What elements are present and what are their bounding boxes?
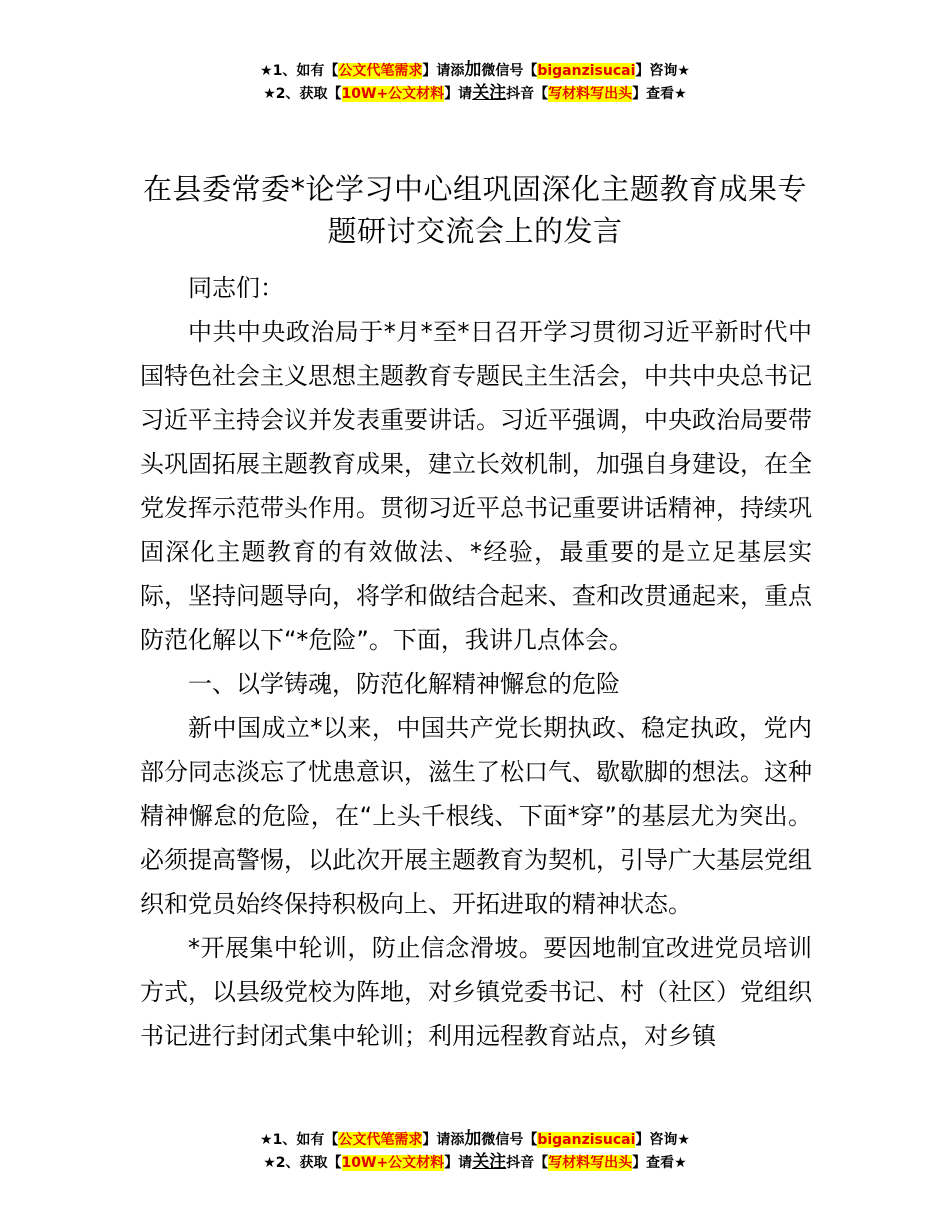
banner-text: 抖音【 (506, 1155, 549, 1171)
banner-text: 】请添 (422, 63, 465, 79)
banner-text: 】咨询★ (635, 1132, 690, 1148)
banner-text: ★1、如有【 (260, 63, 339, 79)
banner-highlight: 公文代笔需求 (338, 63, 423, 79)
banner-text: 】查看★ (632, 86, 687, 102)
footer-banner (0, 1128, 950, 1174)
banner-line-1 (0, 1128, 950, 1151)
banner-text: 】请 (444, 1155, 473, 1171)
banner-text: 】请添 (422, 1132, 465, 1148)
banner-line-2 (0, 1151, 950, 1174)
banner-highlight: 10W+公文材料 (341, 1155, 445, 1171)
banner-line-1 (0, 59, 950, 82)
banner-text: 】查看★ (632, 1155, 687, 1171)
banner-line-2 (0, 82, 950, 105)
banner-text: 关注 (472, 83, 507, 103)
banner-text: 关注 (472, 1152, 507, 1172)
header-banner (0, 59, 950, 105)
banner-text: ★2、获取【 (263, 86, 342, 102)
banner-text: 加 (464, 60, 482, 80)
banner-text: 微信号【 (481, 1132, 538, 1148)
banner-text: 】咨询★ (635, 63, 690, 79)
banner-text: 抖音【 (506, 86, 549, 102)
banner-highlight: 写材料写出头 (548, 86, 633, 102)
banner-text: ★1、如有【 (260, 1132, 339, 1148)
banner-highlight: 公文代笔需求 (338, 1132, 423, 1148)
banner-highlight: 10W+公文材料 (341, 86, 445, 102)
banner-text: 】请 (444, 86, 473, 102)
banner-wechat-id: biganzisucai (537, 1132, 636, 1148)
banner-text: 加 (464, 1129, 482, 1149)
section-heading: 一、以学铸魂，防范化解精神懈怠的危险 (188, 670, 620, 698)
document-title: 在县委常委*论学习中心组巩固深化主题教育成果专题研讨交流会上的发言 (142, 172, 807, 248)
banner-text: 微信号【 (481, 63, 538, 79)
banner-highlight: 写材料写出头 (548, 1155, 633, 1171)
banner-wechat-id: biganzisucai (537, 63, 636, 79)
paragraph: 新中国成立*以来，中国共产党长期执政、稳定执政，党内部分同志淡忘了忧患意识，滋生了松口气、歇歇脚的想法。这种精神懈怠的危险，在“上头千根线、下面*穿”的基层尤为突出。必须提高警惕，以此次开展主题教育为契机，引导广大基层党组织和党员始终保持积极向上、开拓进取的精神状态。 (140, 714, 812, 918)
document-body (140, 266, 812, 1058)
salutation: 同志们： (188, 274, 284, 302)
paragraph: 中共中央政治局于*月*至*日召开学习贯彻习近平新时代中国特色社会主义思想主题教育专题民主生活会，中共中央总书记习近平主持会议并发表重要讲话。习近平强调，中央政治局要带头巩固拓展主题教育成果，建立长效机制，加强自身建设，在全党发挥示范带头作用。贯彻习近平总书记重要讲话精神，持续巩固深化主题教育的有效做法、*经验，最重要的是立足基层实际，坚持问题导向，将学和做结合起来、查和改贯通起来，重点防范化解以下“*危险”。下面，我讲几点体会。 (140, 318, 812, 654)
paragraph: *开展集中轮训，防止信念滑坡。要因地制宜改进党员培训方式，以县级党校为阵地，对乡镇党委书记、村（社区）党组织书记进行封闭式集中轮训；利用远程教育站点，对乡镇 (140, 934, 812, 1050)
banner-text: ★2、获取【 (263, 1155, 342, 1171)
